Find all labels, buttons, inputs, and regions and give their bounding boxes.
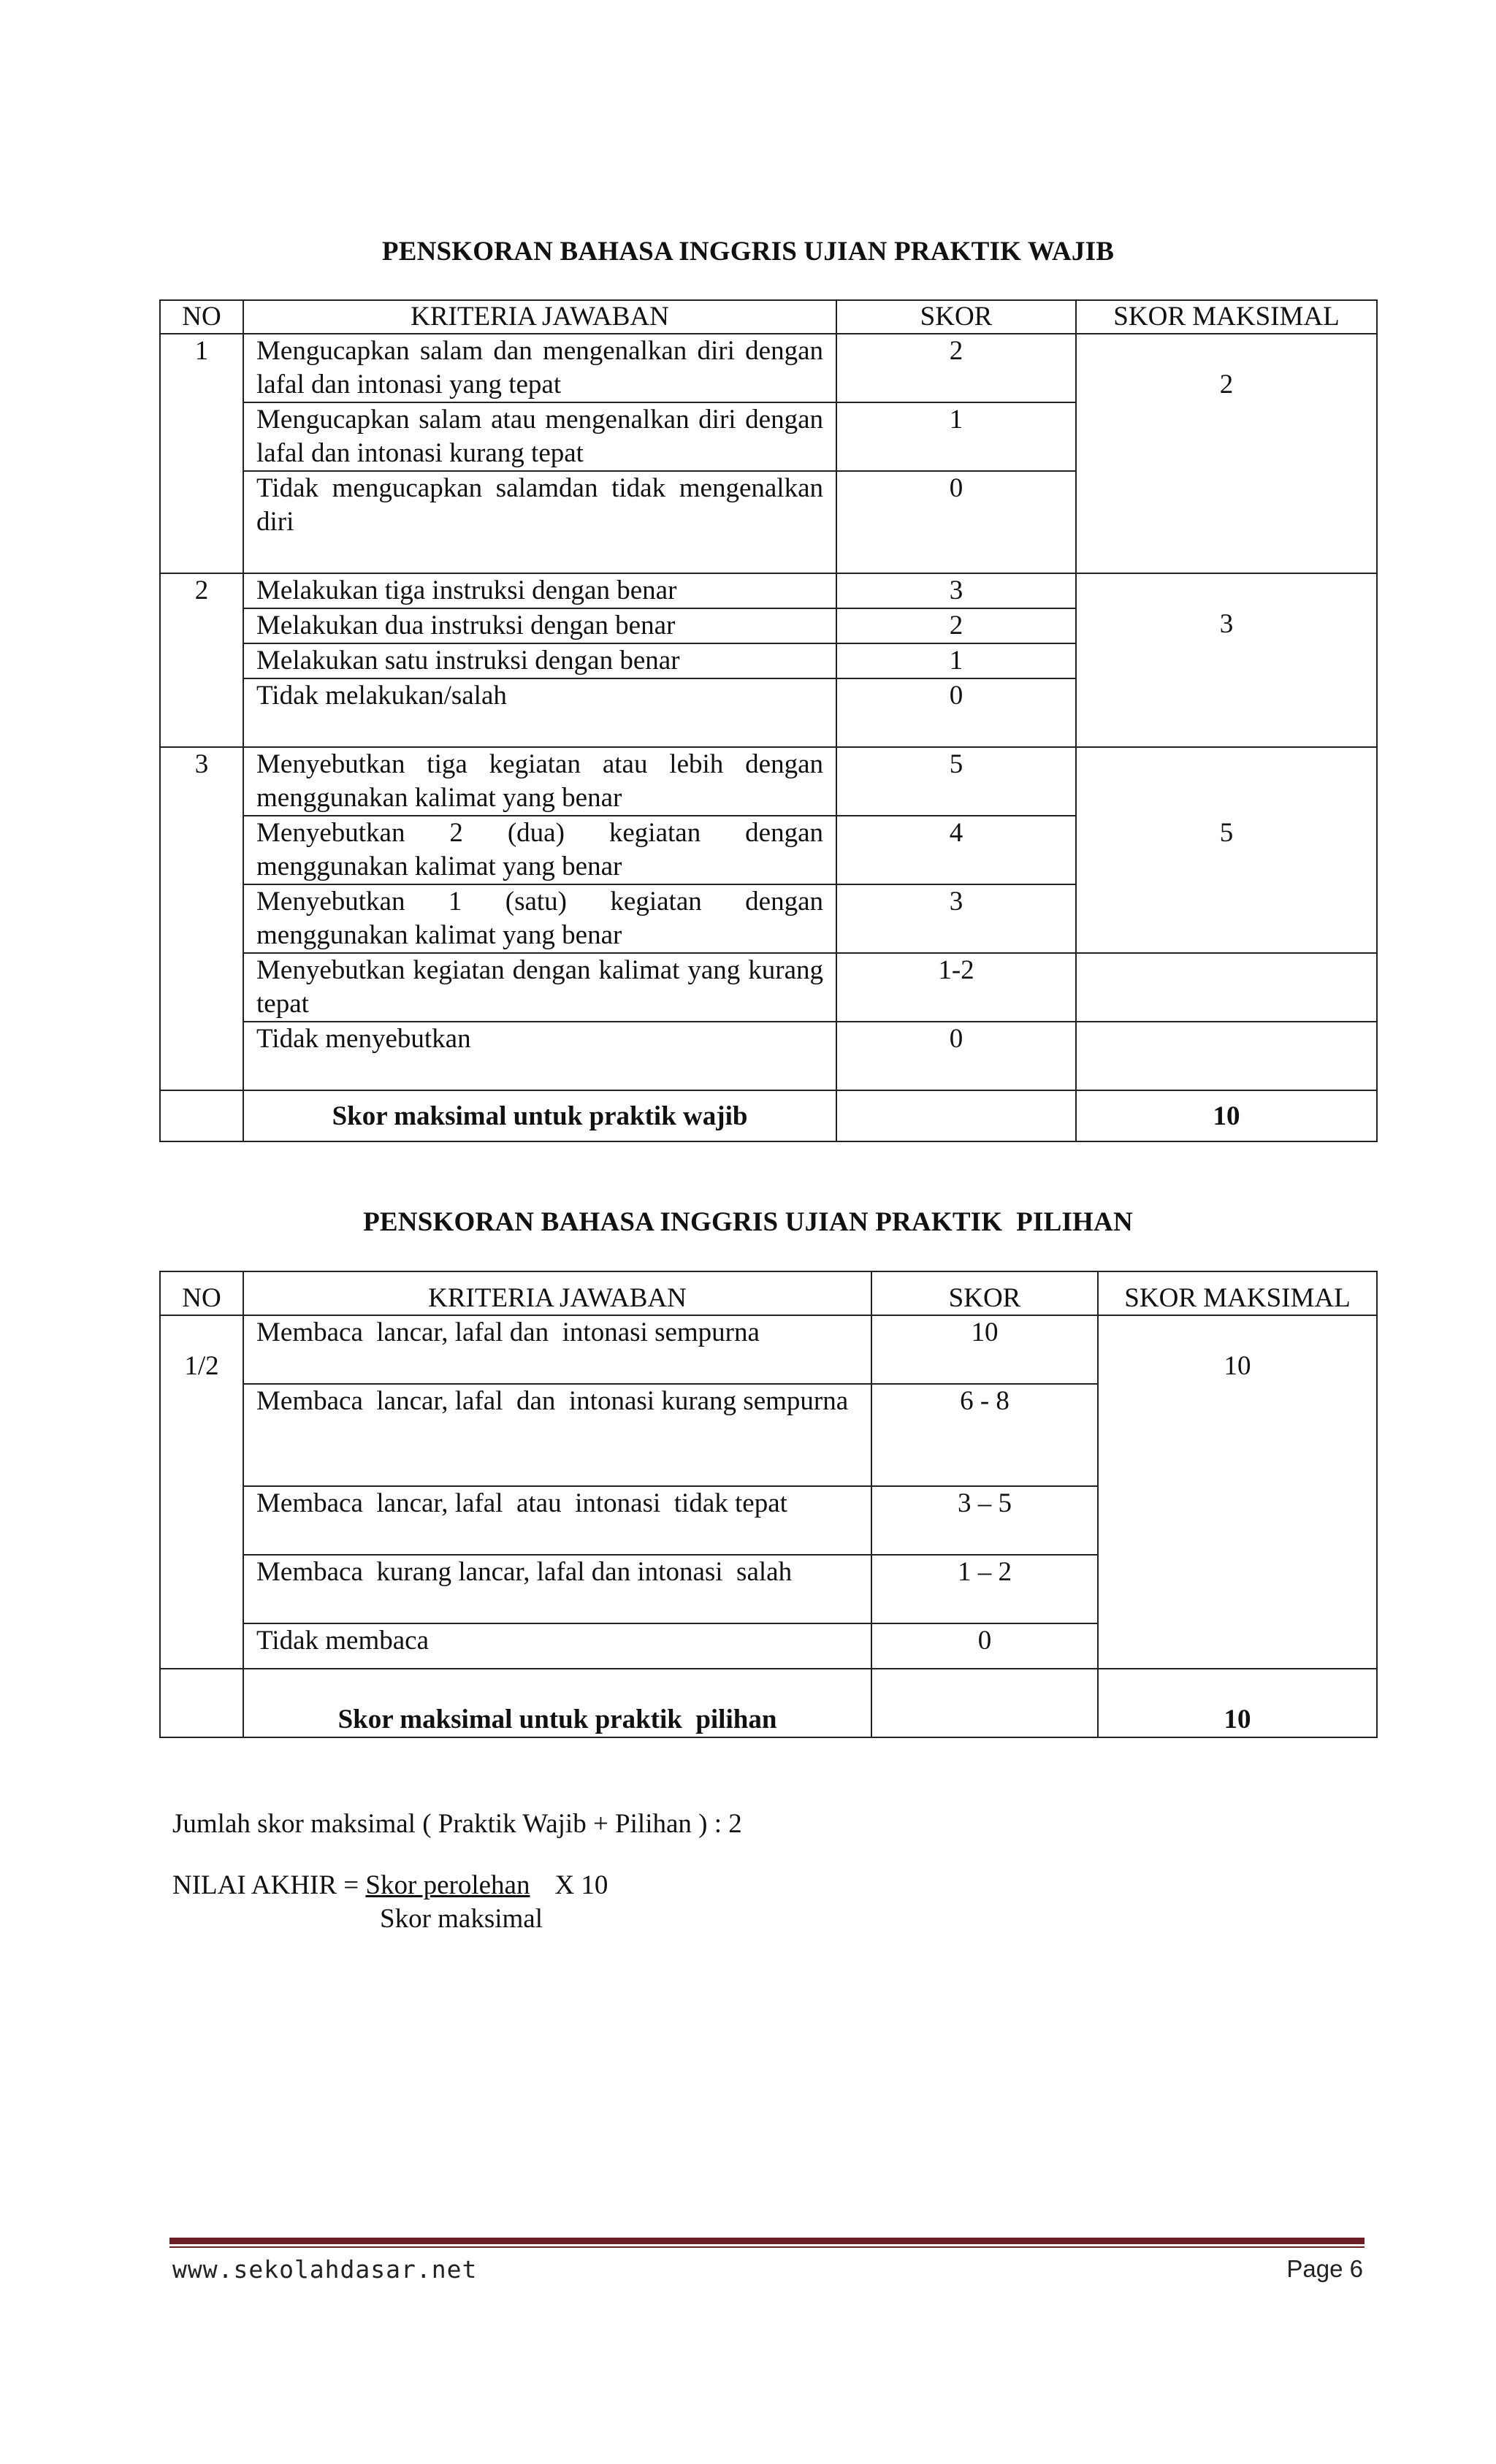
criteria-text: Melakukan satu instruksi dengan benar (243, 643, 836, 678)
group-max-score: 3 (1076, 573, 1377, 747)
criteria-text: Melakukan tiga instruksi dengan benar (243, 573, 836, 608)
criteria-text: Menyebutkan kegiatan dengan kalimat yang kurang tepat (243, 953, 836, 1022)
criteria-text: Membaca lancar, lafal dan intonasi sempurna (243, 1315, 871, 1384)
pilihan-scoring-table (159, 1271, 1378, 1738)
nilai-akhir-formula (172, 1870, 608, 1901)
nilai-denominator: Skor maksimal (380, 1904, 543, 1934)
empty-cell (836, 1090, 1076, 1141)
total-label: Skor maksimal untuk praktik pilihan (243, 1669, 871, 1737)
nilai-suffix: X 10 (554, 1870, 608, 1900)
score-value: 3 (836, 884, 1076, 953)
header-no: NO (160, 300, 243, 334)
table-header-row (160, 1271, 1377, 1315)
criteria-text: Mengucapkan salam dan mengenalkan diri dengan lafal dan intonasi yang tepat (243, 334, 836, 402)
table-row (160, 1315, 1377, 1384)
header-skor-maksimal: SKOR MAKSIMAL (1076, 300, 1377, 334)
criteria-text: Membaca kurang lancar, lafal dan intonasi salah (243, 1555, 871, 1623)
score-value: 1 – 2 (871, 1555, 1098, 1623)
header-skor-maksimal: SKOR MAKSIMAL (1098, 1271, 1377, 1315)
header-kriteria: KRITERIA JAWABAN (243, 300, 836, 334)
criteria-text: Membaca lancar, lafal atau intonasi tidak tepat (243, 1486, 871, 1555)
group-no: 1/2 (160, 1315, 243, 1669)
score-value: 0 (836, 1022, 1076, 1090)
score-value: 1-2 (836, 953, 1076, 1022)
group-no: 1 (160, 334, 243, 573)
table-row (160, 747, 1377, 816)
score-value: 2 (836, 334, 1076, 402)
nilai-numerator: Skor perolehan (365, 1870, 530, 1900)
footer-url: www.sekolahdasar.net (172, 2255, 478, 2284)
score-value: 4 (836, 816, 1076, 884)
table-row (160, 334, 1377, 402)
score-value: 0 (836, 678, 1076, 747)
wajib-scoring-table (159, 299, 1378, 1142)
criteria-text: Menyebutkan 2 (dua) kegiatan dengan menggunakan kalimat yang benar (243, 816, 836, 884)
group-max-score: 5 (1076, 747, 1377, 953)
criteria-text: Mengucapkan salam atau mengenalkan diri dengan lafal dan intonasi kurang tepat (243, 402, 836, 471)
total-row (160, 1090, 1377, 1141)
score-value: 2 (836, 608, 1076, 643)
group-no: 3 (160, 747, 243, 1090)
criteria-text: Menyebutkan 1 (satu) kegiatan dengan menggunakan kalimat yang benar (243, 884, 836, 953)
total-label: Skor maksimal untuk praktik wajib (243, 1090, 836, 1141)
criteria-text: Tidak membaca (243, 1623, 871, 1669)
empty-cell (1076, 953, 1377, 1022)
criteria-text: Menyebutkan tiga kegiatan atau lebih dengan menggunakan kalimat yang benar (243, 747, 836, 816)
header-kriteria: KRITERIA JAWABAN (243, 1271, 871, 1315)
score-value: 10 (871, 1315, 1098, 1384)
page-number: Page 6 (1286, 2255, 1363, 2282)
group-max-score: 2 (1076, 334, 1377, 573)
criteria-text: Tidak mengucapkan salamdan tidak mengenalkan diri (243, 471, 836, 573)
score-value: 3 (836, 573, 1076, 608)
table-header-row (160, 300, 1377, 334)
section1-title: PENSKORAN BAHASA INGGRIS UJIAN PRAKTIK WAJIB (381, 237, 1115, 267)
score-value: 0 (871, 1623, 1098, 1669)
empty-cell (871, 1669, 1098, 1737)
score-value: 0 (836, 471, 1076, 573)
score-value: 1 (836, 643, 1076, 678)
footer-divider-thin (169, 2246, 1365, 2248)
empty-cell (1076, 1022, 1377, 1090)
total-value: 10 (1076, 1090, 1377, 1141)
total-value: 10 (1098, 1669, 1377, 1737)
header-skor: SKOR (836, 300, 1076, 334)
table-row (160, 1022, 1377, 1090)
total-row (160, 1669, 1377, 1737)
group-no: 2 (160, 573, 243, 747)
empty-cell (160, 1090, 243, 1141)
criteria-text: Tidak melakukan/salah (243, 678, 836, 747)
score-value: 1 (836, 402, 1076, 471)
score-value: 5 (836, 747, 1076, 816)
group-max-score: 10 (1098, 1315, 1377, 1669)
criteria-text: Membaca lancar, lafal dan intonasi kurang sempurna (243, 1384, 871, 1486)
criteria-text: Tidak menyebutkan (243, 1022, 836, 1090)
footer-divider (169, 2238, 1365, 2244)
header-no: NO (160, 1271, 243, 1315)
section2-title: PENSKORAN BAHASA INGGRIS UJIAN PRAKTIK PILIHAN (363, 1207, 1133, 1237)
table-row (160, 953, 1377, 1022)
empty-cell (160, 1669, 243, 1737)
jumlah-note: Jumlah skor maksimal ( Praktik Wajib + Pilihan ) : 2 (172, 1809, 742, 1839)
nilai-prefix: NILAI AKHIR = (172, 1870, 366, 1900)
score-value: 6 - 8 (871, 1384, 1098, 1486)
header-skor: SKOR (871, 1271, 1098, 1315)
score-value: 3 – 5 (871, 1486, 1098, 1555)
table-row (160, 573, 1377, 608)
criteria-text: Melakukan dua instruksi dengan benar (243, 608, 836, 643)
